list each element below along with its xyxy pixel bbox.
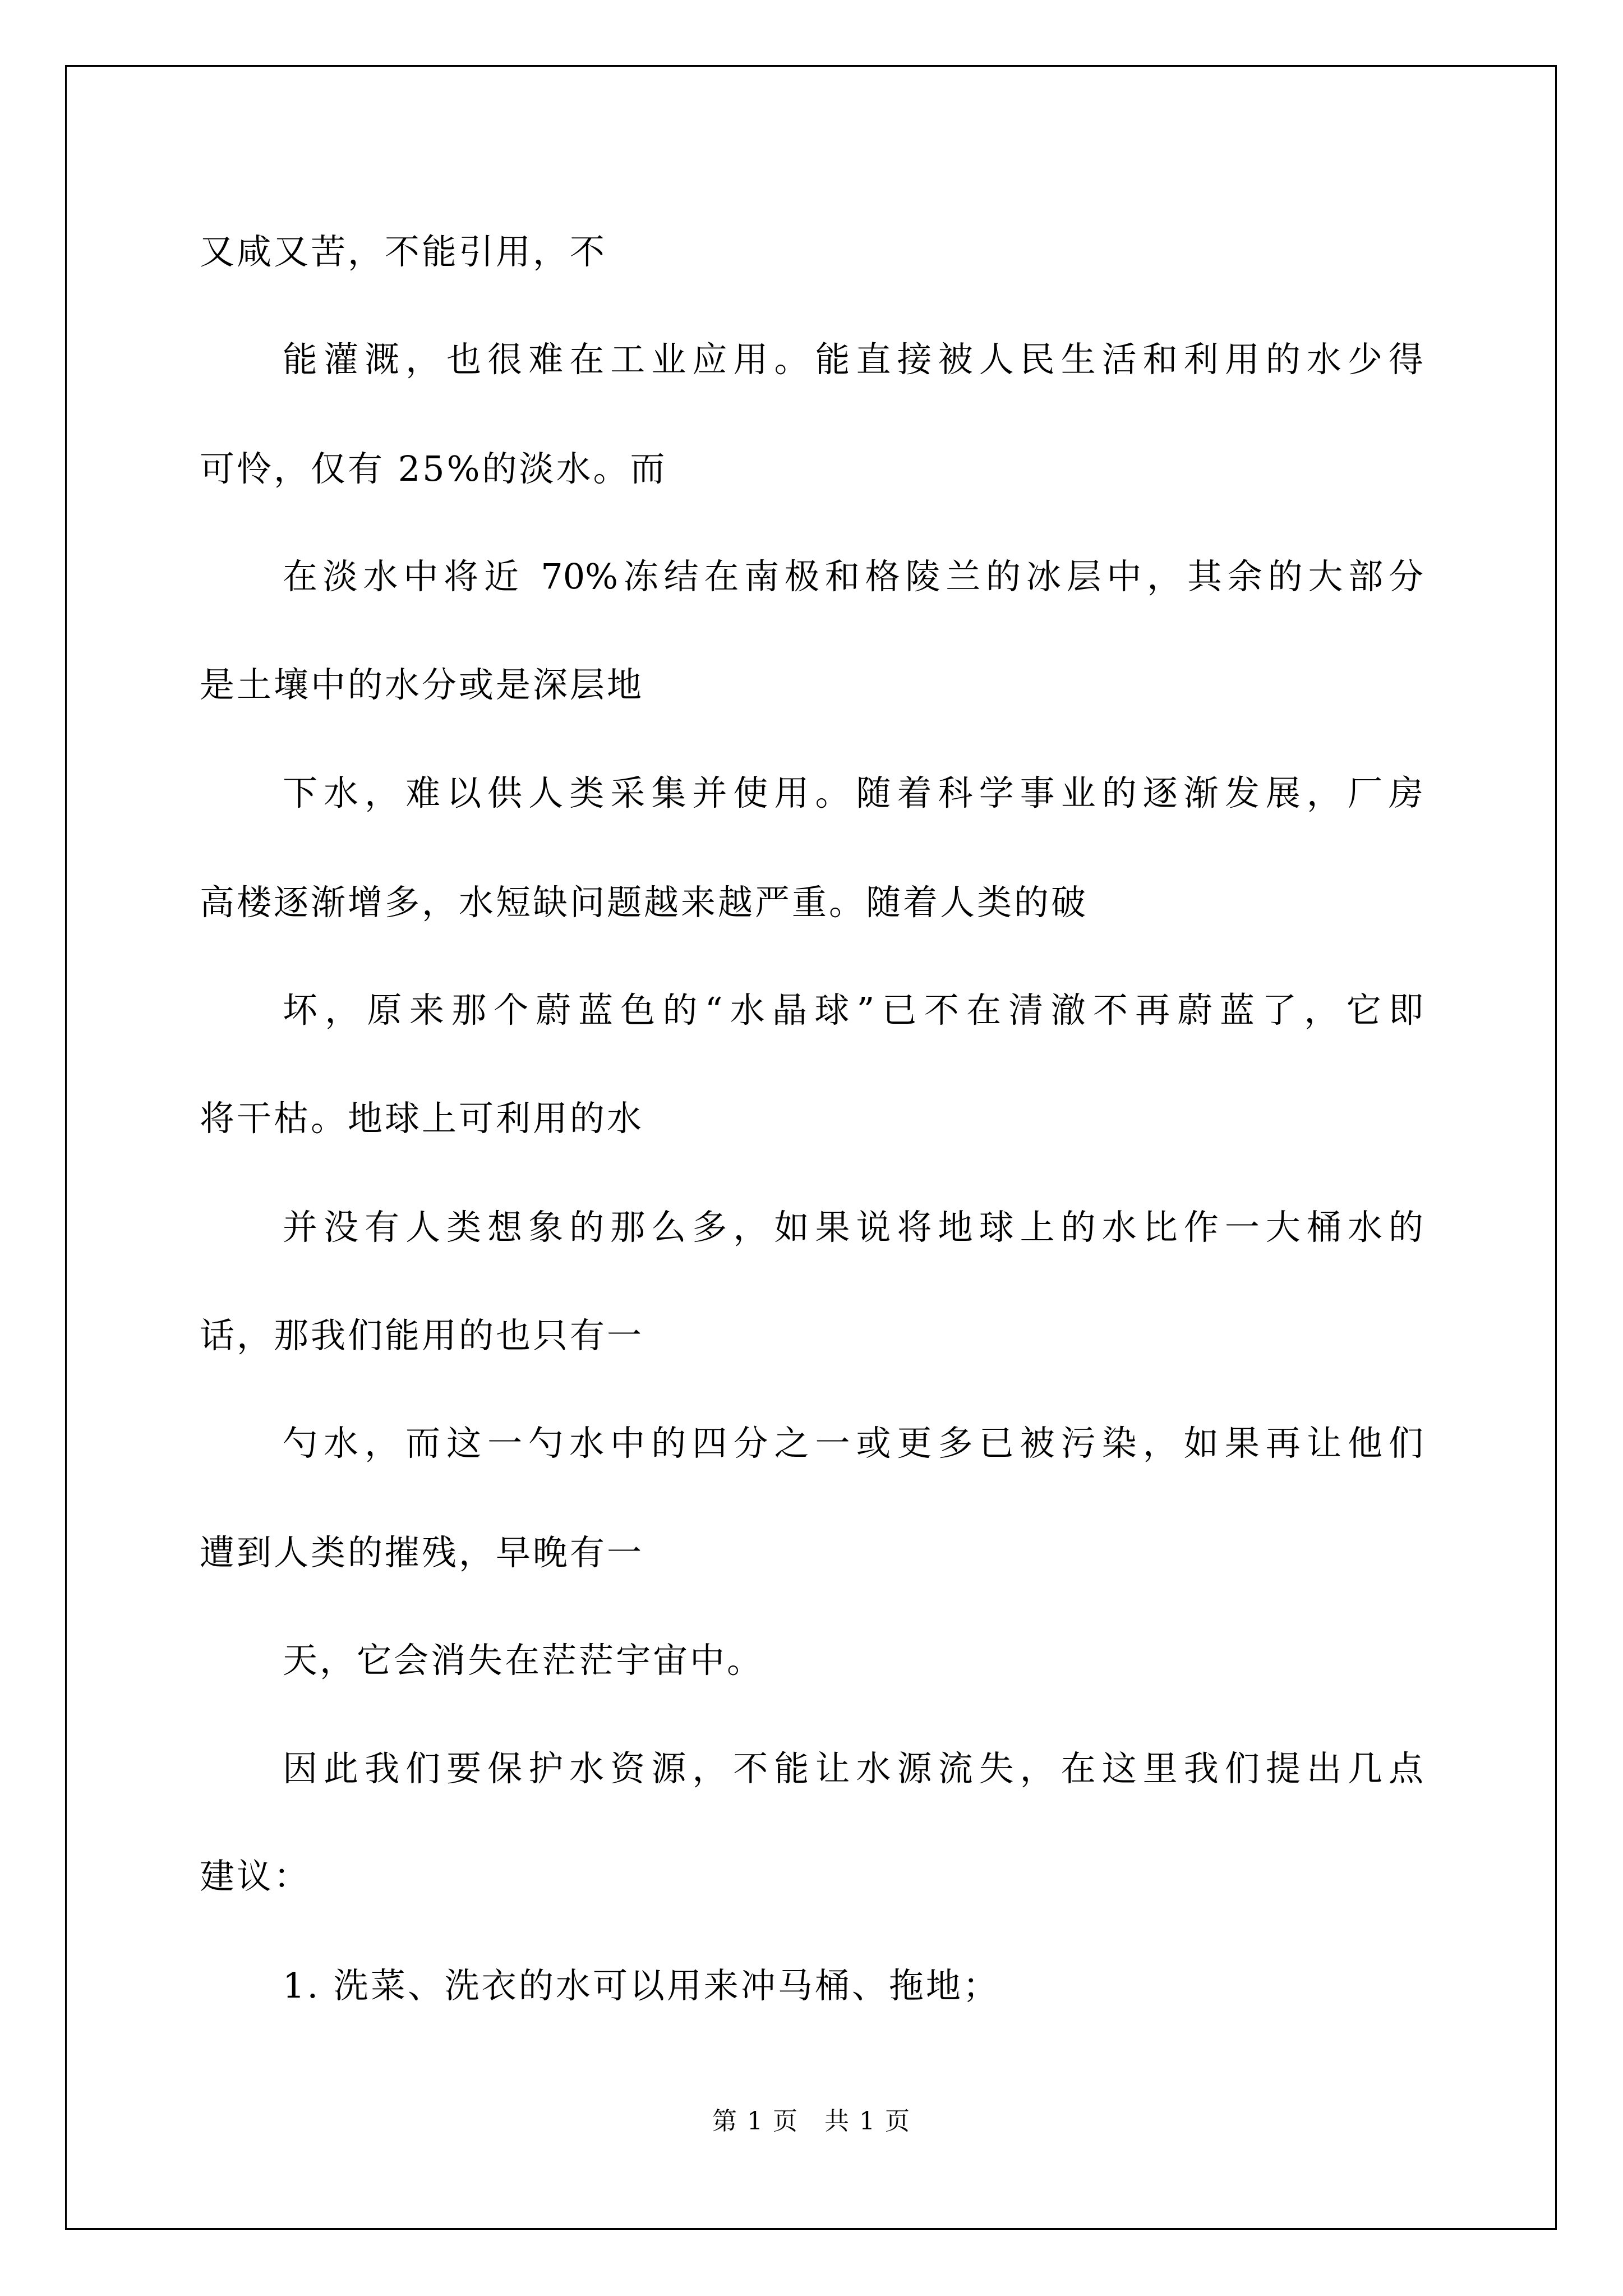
- text-line-11: 话，那我们能用的也只有一: [200, 1315, 644, 1356]
- page-footer: 第 1 页 共 1 页: [712, 2107, 911, 2136]
- text-line-9: 将干枯。地球上可利用的水: [200, 1098, 644, 1139]
- text-line-10: 并没有人类想象的那么多，如果说将地球上的水比作一大桶水的: [283, 1207, 1423, 1248]
- text-line-15: 因此我们要保护水资源，不能让水源流失，在这里我们提出几点: [283, 1748, 1423, 1789]
- text-line-7: 高楼逐渐增多，水短缺问题越来越严重。随着人类的破: [200, 882, 1089, 923]
- text-line-4: 在淡水中将近 70%冻结在南极和格陵兰的冰层中，其余的大部分: [283, 556, 1423, 597]
- text-line-13: 遭到人类的摧残，早晚有一: [200, 1532, 644, 1573]
- text-line-6: 下水，难以供人类采集并使用。随着科学事业的逐渐发展，厂房: [283, 772, 1423, 813]
- text-line-14: 天，它会消失在茫茫宇宙中。: [283, 1640, 764, 1681]
- text-line-16: 建议：: [200, 1856, 311, 1897]
- text-line-12: 勺水，而这一勺水中的四分之一或更多已被污染，如果再让他们: [283, 1423, 1423, 1464]
- text-line-2: 能灌溉，也很难在工业应用。能直接被人民生活和利用的水少得: [283, 339, 1423, 380]
- text-line-5: 是土壤中的水分或是深层地: [200, 664, 644, 705]
- text-line-1: 又咸又苦，不能引用，不: [200, 231, 607, 272]
- list-item-1: 1. 洗菜、洗衣的水可以用来冲马桶、拖地；: [283, 1965, 1000, 2006]
- text-line-8: 坏，原来那个蔚蓝色的“水晶球”已不在清澈不再蔚蓝了，它即: [283, 990, 1423, 1030]
- text-line-3: 可怜，仅有 25%的淡水。而: [200, 448, 667, 489]
- page-border: [65, 65, 1557, 2230]
